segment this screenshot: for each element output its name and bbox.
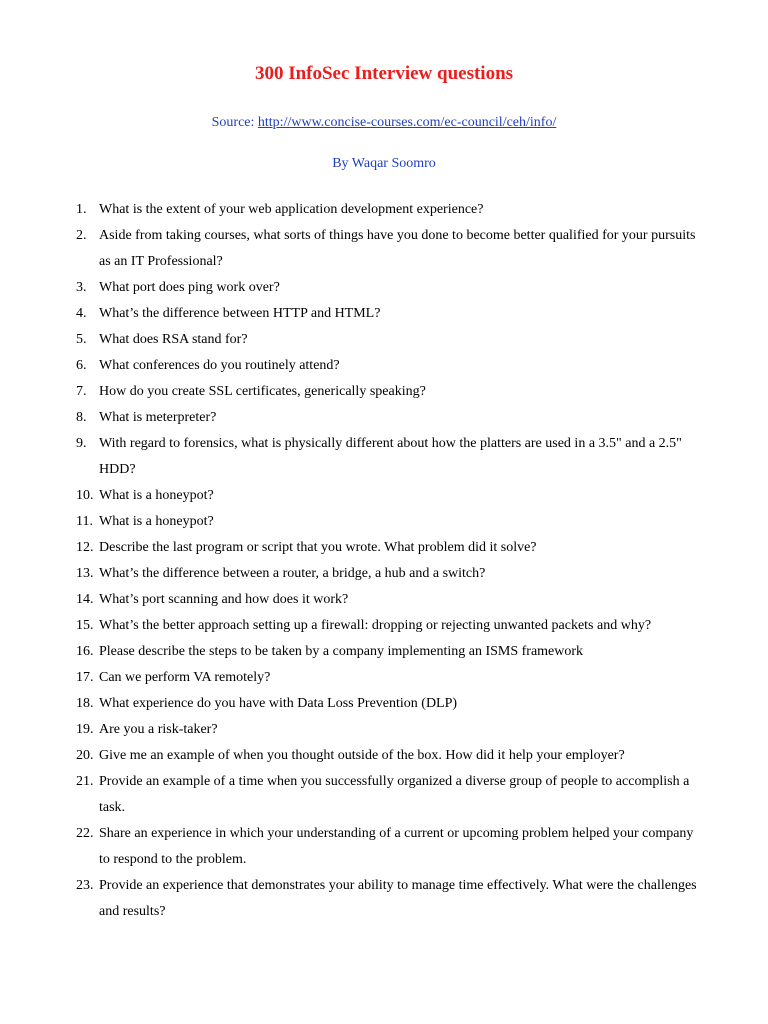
question-number: 14.: [76, 592, 94, 607]
list-item: [0, 379, 704, 405]
question-number: 20.: [76, 748, 94, 763]
question-text: Please describe the steps to be taken by a company implementing an ISMS framework: [99, 644, 584, 659]
list-item: [0, 509, 704, 535]
question-number: 10.: [76, 488, 94, 503]
list-item: [0, 353, 704, 379]
question-text: Describe the last program or script that you wrote. What problem did it solve?: [99, 540, 537, 555]
question-text: What does RSA stand for?: [99, 332, 248, 347]
question-text: What is the extent of your web application development experience?: [99, 202, 484, 217]
author-line: By Waqar Soomro: [332, 156, 436, 171]
question-number: 5.: [76, 332, 87, 347]
question-number: 4.: [76, 306, 87, 321]
list-item: [0, 639, 704, 665]
list-item: [0, 613, 704, 639]
question-number: 8.: [76, 410, 87, 425]
question-number: 22.: [76, 826, 94, 841]
question-text: What port does ping work over?: [99, 280, 280, 295]
list-item: [0, 691, 704, 717]
list-item: [0, 717, 704, 743]
question-number: 7.: [76, 384, 87, 399]
question-text: What’s the better approach setting up a firewall: dropping or rejecting unwanted packets and why?: [99, 618, 652, 633]
question-text: What’s the difference between a router, a bridge, a hub and a switch?: [99, 566, 486, 581]
source-line: [0, 113, 768, 133]
list-item: [0, 431, 704, 483]
question-number: 6.: [76, 358, 87, 373]
question-text: Can we perform VA remotely?: [99, 670, 271, 685]
source-link[interactable]: http://www.concise-courses.com/ec-council/ceh/info/: [257, 115, 557, 130]
list-item: [0, 665, 704, 691]
list-item: [0, 535, 704, 561]
list-item: [0, 821, 704, 873]
question-text: Provide an example of a time when you successfully organized a diverse group of people to accomplish a task.: [99, 774, 690, 815]
list-item: [0, 327, 704, 353]
question-text: With regard to forensics, what is physically different about how the platters are used in a 3.5" and a 2.5" HDD?: [99, 436, 682, 477]
question-number: 2.: [76, 228, 87, 243]
list-item: [0, 197, 704, 223]
question-text: What is meterpreter?: [99, 410, 217, 425]
question-text: Aside from taking courses, what sorts of things have you done to become better qualified for your pursuits as an IT Professional?: [99, 228, 696, 269]
question-number: 3.: [76, 280, 87, 295]
question-number: 16.: [76, 644, 94, 659]
list-item: [0, 275, 704, 301]
list-item: [0, 561, 704, 587]
question-text: Are you a risk-taker?: [99, 722, 218, 737]
question-text: Give me an example of when you thought outside of the box. How did it help your employer?: [99, 748, 625, 763]
question-number: 17.: [76, 670, 94, 685]
question-list: [0, 197, 768, 925]
question-number: 21.: [76, 774, 94, 789]
question-text: What’s the difference between HTTP and HTML?: [99, 306, 381, 321]
question-number: 12.: [76, 540, 94, 555]
list-item: [0, 301, 704, 327]
question-number: 19.: [76, 722, 94, 737]
question-text: What experience do you have with Data Loss Prevention (DLP): [99, 696, 458, 711]
page-title: 300 InfoSec Interview questions: [254, 63, 514, 84]
question-number: 23.: [76, 878, 94, 893]
question-text: What is a honeypot?: [99, 514, 214, 529]
source-label: Source:: [211, 115, 258, 130]
list-item: [0, 587, 704, 613]
question-text: Provide an experience that demonstrates your ability to manage time effectively. What were the challenges and results?: [99, 878, 697, 919]
list-item: [0, 873, 704, 925]
question-text: What conferences do you routinely attend?: [99, 358, 340, 373]
list-item: [0, 483, 704, 509]
question-text: Share an experience in which your understanding of a current or upcoming problem helped your company to respond to the problem.: [99, 826, 694, 867]
list-item: [0, 769, 704, 821]
question-number: 13.: [76, 566, 94, 581]
list-item: [0, 223, 704, 275]
list-item: [0, 743, 704, 769]
question-number: 1.: [76, 202, 87, 217]
question-number: 15.: [76, 618, 94, 633]
question-number: 18.: [76, 696, 94, 711]
question-text: How do you create SSL certificates, generically speaking?: [99, 384, 426, 399]
question-text: What’s port scanning and how does it work?: [99, 592, 349, 607]
question-text: What is a honeypot?: [99, 488, 214, 503]
question-number: 9.: [76, 436, 87, 451]
list-item: [0, 405, 704, 431]
question-number: 11.: [76, 514, 93, 529]
